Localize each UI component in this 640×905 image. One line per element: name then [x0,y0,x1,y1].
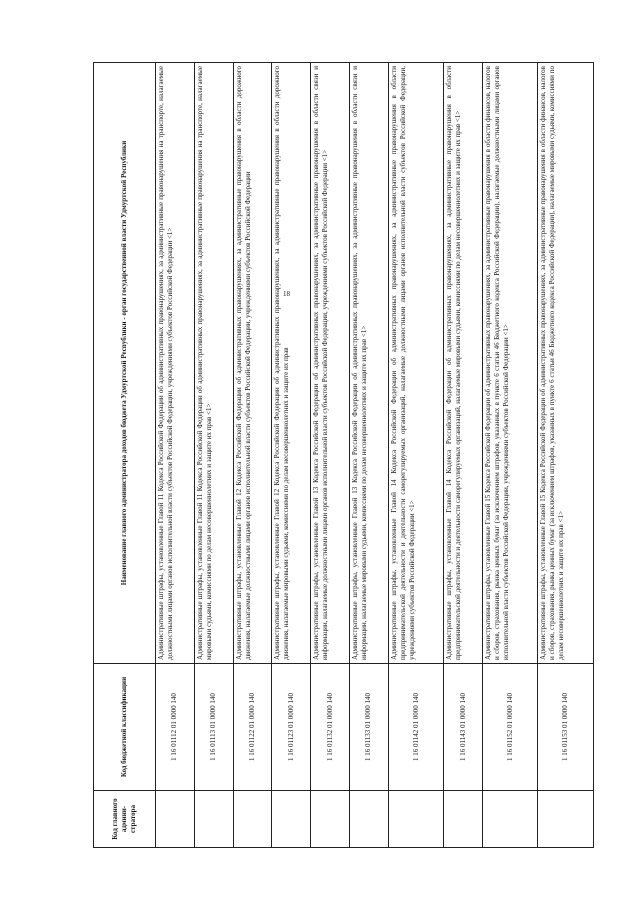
table-row [349,63,388,848]
description-cell: Административные штрафы, установленные Главой 15 Кодекса Российской Федерации об административных правонарушениях, за административные правонарушения в области финансов, налогов и сборов, страхования, рынка ценных бумаг (за исключением штрафов, указанных в пункте 6 статьи 46 Бюджетного кодекса Российской Федерации), налагаемые мировыми судьями, комиссиями по делам несовершеннолетних и защите их прав <1> [538,63,594,664]
table-row [233,63,272,848]
budget-code-cell: 1 16 01112 01 0000 140 [156,664,195,791]
description-cell: Административные штрафы, установленные Главой 13 Кодекса Российской Федерации об административных правонарушениях, за административные правонарушения в области связи и информации, налагаемые мировыми судьями, комиссиями по делам несовершеннолетних и защите их прав <1> [349,63,388,664]
description-cell: Административные штрафы, установленные Главой 13 Кодекса Российской Федерации об административных правонарушениях, за административные правонарушения в области связи и информации, налагаемые должностными лицами органов исполнительной власти субъектов Российской Федерации, учреждениями субъектов Российской Федерации <1> [311,63,350,664]
budget-code-cell: 1 16 01133 01 0000 140 [349,664,388,791]
description-cell: Административные штрафы, установленные Главой 11 Кодекса Российской Федерации об административных правонарушениях, за административные правонарушения на транспорте, налагаемые должностными лицами органов исполнительной власти субъектов Российской Федерации, учреждениями субъектов Российской Федерации <1> [156,63,195,664]
budget-code-cell: 1 16 01122 01 0000 140 [233,664,272,791]
budget-code-cell: 1 16 01143 01 0000 140 [444,664,483,791]
budget-code-cell: 1 16 01123 01 0000 140 [272,664,311,791]
budget-code-cell: 1 16 01152 01 0000 140 [483,664,538,791]
admin-code-cell [194,791,233,848]
admin-code-cell [233,791,272,848]
admin-code-cell [156,791,195,848]
table-row [538,63,594,848]
header-admin-code: Код главного админи-стратора [94,791,156,848]
admin-code-cell [388,791,443,848]
budget-code-cell: 1 16 01153 01 0000 140 [538,664,594,791]
admin-code-cell [538,791,594,848]
table-row [483,63,538,848]
table-row [311,63,350,848]
admin-code-cell [311,791,350,848]
budget-code-cell: 1 16 01113 01 0000 140 [194,664,233,791]
description-cell: Административные штрафы, установленные Главой 12 Кодекса Российской Федерации об административных правонарушениях, за административные правонарушения в области дорожного движения, налагаемые должностными лицами органов исполнительной власти субъектов Российской Федерации, учреждениями субъектов Российской Федерации [233,63,272,664]
table-row [444,63,483,848]
page-number: 18 [283,290,290,298]
admin-code-cell [349,791,388,848]
budget-code-cell: 1 16 01142 01 0000 140 [388,664,443,791]
admin-code-cell [444,791,483,848]
admin-code-cell [272,791,311,848]
description-cell: Административные штрафы, установленные Главой 14 Кодекса Российской Федерации об административных правонарушениях, за административные правонарушения в области предпринимательской деятельности и деятельности саморегулируемых организаций, налагаемые мировыми судьями, комиссиями по делам несовершеннолетних и защите их прав <1> [444,63,483,664]
header-budget-code: Код бюджетной классификации [94,664,156,791]
table-row [388,63,443,848]
description-cell: Административные штрафы, установленные Главой 14 Кодекса Российской Федерации об административных правонарушениях, за административные правонарушения в области предпринимательской деятельности и деятельности саморегулируемых организаций, налагаемые должностными лицами органов исполнительной власти субъектов Российской Федерации, учреждениями субъектов Российской Федерации <1> [388,63,443,664]
table-row [272,63,311,848]
header-name: Наименование главного администратора доходов бюджета Удмуртской Республики - орган государственной власти Удмуртской Республики [94,63,156,664]
description-cell: Административные штрафы, установленные Главой 12 Кодекса Российской Федерации об административных правонарушениях, за административные правонарушения в области дорожного движения, налагаемые мировыми судьями, комиссиями по делам несовершеннолетних и защите их прав [272,63,311,664]
description-cell: Административные штрафы, установленные Главой 11 Кодекса Российской Федерации об административных правонарушениях, за административные правонарушения на транспорте, налагаемые мировыми судьями, комиссиями по делам несовершеннолетних и защите их прав <1> [194,63,233,664]
budget-code-cell: 1 16 01132 01 0000 140 [311,664,350,791]
table-stage [93,62,594,848]
table-header-row [94,63,156,848]
rotated-table-container [93,62,594,848]
table-row [156,63,195,848]
description-cell: Административные штрафы, установленные Главой 15 Кодекса Российской Федерации об административных правонарушениях, за административные правонарушения в области финансов, налогов и сборов, страхования, рынка ценных бумаг (за исключением штрафов, указанных в пункте 6 статьи 46 Бюджетного кодекса Российской Федерации), налагаемые должностными лицами органов исполнительной власти субъектов Российской Федерации, учреждениями субъектов Российской Федерации <1> [483,63,538,664]
admin-code-cell [483,791,538,848]
revenue-admin-table [93,62,594,848]
table-row [194,63,233,848]
